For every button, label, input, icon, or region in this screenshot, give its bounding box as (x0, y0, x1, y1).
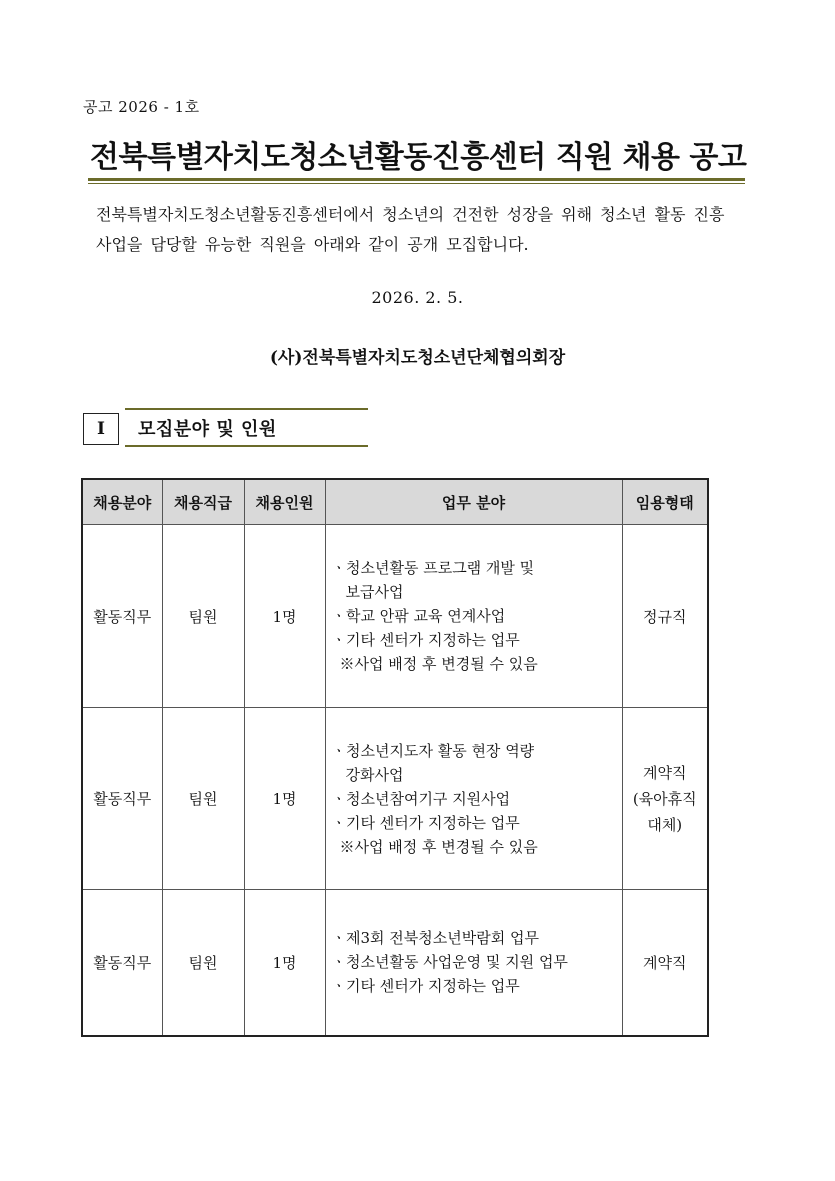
section-rule-top (125, 408, 368, 410)
duty-item: ㆍ청소년지도자 활동 현장 역량 (331, 741, 535, 760)
recruitment-table (81, 478, 709, 1037)
cell-field: 활동직무 (82, 708, 162, 890)
table-row (82, 525, 708, 708)
cell-grade: 팀원 (162, 708, 244, 890)
duty-item: 보급사업 (345, 583, 404, 601)
header-duties: 업무 분야 (325, 479, 622, 525)
duty-item: ㆍ청소년활동 사업운영 및 지원 업무 (331, 953, 568, 972)
section-title: 모집분야 및 인원 (138, 419, 277, 440)
duty-note: ※사업 배정 후 변경될 수 있음 (339, 655, 538, 673)
employment-type-text: 정규직 (643, 607, 687, 626)
notice-date: 2026. 2. 5. (371, 288, 464, 307)
employment-type-text: 계약직 (643, 953, 687, 972)
duty-item: ㆍ기타 센터가 지정하는 업무 (331, 813, 520, 832)
notice-number: 공고 2026 - 1호 (83, 98, 200, 116)
duty-item: ㆍ학교 안팎 교육 연계사업 (331, 607, 506, 625)
duty-item: ㆍ기타 센터가 지정하는 업무 (331, 977, 520, 996)
title-divider-thin (88, 183, 745, 184)
duty-item: 강화사업 (345, 765, 404, 784)
header-count: 채용인원 (244, 479, 325, 525)
employment-type-text: (육아휴직 (632, 789, 697, 808)
cell-count: 1명 (244, 890, 325, 1036)
duty-item: ㆍ청소년참여기구 지원사업 (331, 789, 511, 808)
cell-duties (325, 890, 622, 1036)
table-row (82, 708, 708, 890)
header-employment-type: 임용형태 (622, 479, 708, 525)
cell-count: 1명 (244, 525, 325, 708)
table-header-row (82, 479, 708, 525)
cell-duties (325, 525, 622, 708)
cell-count: 1명 (244, 708, 325, 890)
page-title: 전북특별자치도청소년활동진흥센터 직원 채용 공고 (90, 140, 747, 175)
duty-item: ㆍ청소년활동 프로그램 개발 및 (331, 559, 535, 577)
duty-item: ㆍ제3회 전북청소년박람회 업무 (331, 929, 539, 948)
employment-type-text: 대체) (647, 815, 683, 834)
duty-item: ㆍ기타 센터가 지정하는 업무 (331, 631, 520, 649)
cell-field: 활동직무 (82, 525, 162, 708)
duty-note: ※사업 배정 후 변경될 수 있음 (339, 837, 538, 856)
title-divider (88, 178, 745, 181)
table-row (82, 890, 708, 1036)
organization-name: (사)전북특별자치도청소년단체협의회장 (269, 348, 566, 368)
cell-employment-type (622, 890, 708, 1036)
section-rule-bottom (125, 445, 368, 447)
employment-type-text: 계약직 (643, 763, 687, 782)
cell-duties (325, 708, 622, 890)
cell-employment-type (622, 525, 708, 708)
intro-paragraph: 전북특별자치도청소년활동진흥센터에서 청소년의 건전한 성장을 위해 청소년 활동 진흥 사업을 담당할 유능한 직원을 아래와 같이 공개 모집합니다. (96, 205, 725, 254)
cell-employment-type (622, 708, 708, 890)
cell-field: 활동직무 (82, 890, 162, 1036)
header-field: 채용분야 (82, 479, 162, 525)
header-grade: 채용직급 (162, 479, 244, 525)
cell-grade: 팀원 (162, 890, 244, 1036)
cell-grade: 팀원 (162, 525, 244, 708)
section-number-box: I (83, 413, 119, 445)
